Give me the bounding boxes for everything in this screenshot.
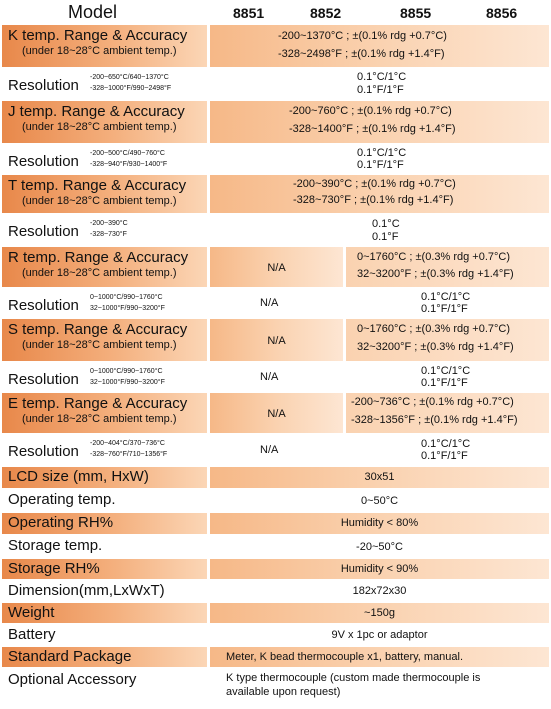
value-celsius: -200~1370°C ; ±(0.1% rdg +0.7°C) [278, 30, 447, 42]
value-celsius: 0.1°C [372, 218, 400, 230]
na-value: N/A [260, 371, 279, 383]
row-value: Humidity < 80% [340, 517, 419, 529]
row-sublabel-f: -328~760°F/710~1356°F [90, 451, 168, 458]
row-label: K temp. Range & Accuracy [8, 27, 188, 44]
value-celsius: -200~390°C ; ±(0.1% rdg +0.7°C) [293, 178, 456, 190]
row-value-line2: available upon request) [226, 686, 341, 698]
row-sublabel: (under 18~28°C ambient temp.) [22, 339, 177, 351]
row-sublabel-c: -200~390°C [90, 220, 128, 227]
t-resolution-row [0, 214, 551, 246]
row-label: Weight [8, 604, 55, 621]
row-value: ~150g [364, 607, 395, 619]
na-value: N/A [260, 444, 279, 456]
value-celsius: 0.1°C/1°C [421, 438, 471, 450]
row-sublabel-f: -328~1000°F/990~2498°F [90, 85, 172, 92]
e-resolution-row [0, 434, 551, 466]
k-range-row [0, 24, 551, 68]
row-label: Operating RH% [8, 514, 114, 531]
value-celsius: 0.1°C/1°C [421, 291, 471, 303]
row-sublabel: (under 18~28°C ambient temp.) [22, 267, 177, 279]
row-label: R temp. Range & Accuracy [8, 249, 189, 266]
value-celsius: 0~1760°C ; ±(0.3% rdg +0.7°C) [357, 323, 511, 335]
na-value: N/A [260, 297, 279, 309]
row-label: Resolution [8, 77, 79, 94]
row-label: Resolution [8, 297, 79, 314]
row-label: Storage temp. [8, 537, 103, 554]
value-celsius: 0.1°C/1°C [421, 365, 471, 377]
value-celsius: -200~736°C ; ±(0.1% rdg +0.7°C) [351, 396, 514, 408]
row-label: LCD size (mm, HxW) [8, 468, 149, 485]
header-8851: 8851 [233, 5, 265, 21]
row-label: Dimension(mm,LxWxT) [8, 582, 165, 599]
value-fahrenheit: 0.1°F/1°F [421, 377, 468, 389]
j-resolution-row [0, 144, 551, 174]
k-resolution-row [0, 68, 551, 100]
value-celsius: 0~1760°C ; ±(0.3% rdg +0.7°C) [357, 251, 511, 263]
battery-row [0, 624, 551, 646]
row-label: S temp. Range & Accuracy [8, 321, 188, 338]
standard-package-row [0, 646, 551, 668]
row-label: Standard Package [8, 648, 132, 665]
table-header [0, 0, 551, 24]
value-fahrenheit: 0.1°F/1°F [421, 450, 468, 462]
value-fahrenheit: -328~1400°F ; ±(0.1% rdg +1.4°F) [289, 123, 456, 135]
row-sublabel: (under 18~28°C ambient temp.) [22, 195, 177, 207]
row-sublabel-f: 32~1000°F/990~3200°F [90, 305, 165, 312]
header-model: Model [68, 2, 118, 22]
row-label: Battery [8, 626, 56, 643]
row-label: Resolution [8, 153, 79, 170]
header-8855: 8855 [400, 5, 432, 21]
row-label: T temp. Range & Accuracy [8, 177, 187, 194]
row-sublabel: (under 18~28°C ambient temp.) [22, 45, 177, 57]
value-fahrenheit: -328~1356°F ; ±(0.1% rdg +1.4°F) [351, 414, 518, 426]
value-fahrenheit: 0.1°F/1°F [357, 159, 404, 171]
row-sublabel-f: -328~730°F [90, 231, 127, 238]
value-fahrenheit: -328~730°F ; ±(0.1% rdg +1.4°F) [293, 194, 454, 206]
row-label: Resolution [8, 371, 79, 388]
row-sublabel: (under 18~28°C ambient temp.) [22, 413, 177, 425]
row-value: Humidity < 90% [340, 563, 419, 575]
na-value: N/A [267, 408, 286, 420]
dimension-row [0, 580, 551, 602]
optional-accessory-row [0, 668, 551, 708]
lcd-size-row [0, 466, 551, 489]
value-celsius: 0.1°C/1°C [357, 147, 407, 159]
r-resolution-row [0, 288, 551, 318]
row-label: Optional Accessory [8, 671, 137, 688]
row-sublabel-c: 0~1000°C/990~1760°C [90, 294, 163, 301]
value-fahrenheit: 32~3200°F ; ±(0.3% rdg +1.4°F) [357, 341, 514, 353]
value-fahrenheit: 0.1°F/1°F [421, 303, 468, 315]
value-fahrenheit: 0.1°F [372, 231, 399, 243]
s-range-row [0, 318, 551, 362]
row-value: 182x72x30 [352, 585, 407, 597]
operating-temp-row [0, 489, 551, 512]
row-sublabel-f: -328~940°F/930~1400°F [90, 161, 168, 168]
row-sublabel-c: -200~404°C/370~736°C [90, 440, 165, 447]
r-range-row [0, 246, 551, 288]
storage-rh-row [0, 558, 551, 580]
s-resolution-row [0, 362, 551, 392]
value-celsius: -200~760°C ; ±(0.1% rdg +0.7°C) [289, 105, 452, 117]
e-range-row [0, 392, 551, 434]
row-sublabel-c: 0~1000°C/990~1760°C [90, 368, 163, 375]
weight-row [0, 602, 551, 624]
row-sublabel-f: 32~1000°F/990~3200°F [90, 379, 165, 386]
header-8856: 8856 [486, 5, 518, 21]
row-label: Operating temp. [8, 491, 116, 508]
na-value: N/A [267, 262, 286, 274]
operating-rh-row [0, 512, 551, 535]
storage-temp-row [0, 535, 551, 558]
row-label: Resolution [8, 223, 79, 240]
value-celsius: 0.1°C/1°C [357, 71, 407, 83]
value-fahrenheit: 32~3200°F ; ±(0.3% rdg +1.4°F) [357, 268, 514, 280]
j-range-row [0, 100, 551, 144]
row-value: -20~50°C [356, 541, 403, 553]
row-value: 0~50°C [360, 495, 399, 507]
row-value: 9V x 1pc or adaptor [331, 629, 428, 641]
row-sublabel-c: -200~500°C/490~760°C [90, 150, 165, 157]
row-sublabel-c: -200~650°C/640~1370°C [90, 74, 169, 81]
row-value: Meter, K bead thermocouple x1, battery, manual. [226, 651, 464, 663]
header-8852: 8852 [310, 5, 342, 21]
row-label: J temp. Range & Accuracy [8, 103, 185, 120]
na-value: N/A [267, 335, 286, 347]
row-label: Resolution [8, 443, 79, 460]
row-sublabel: (under 18~28°C ambient temp.) [22, 121, 177, 133]
row-label: Storage RH% [8, 560, 100, 577]
row-value: 30x51 [364, 471, 395, 483]
row-label: E temp. Range & Accuracy [8, 395, 188, 412]
t-range-row [0, 174, 551, 214]
value-fahrenheit: -328~2498°F ; ±(0.1% rdg +1.4°F) [278, 48, 445, 60]
value-fahrenheit: 0.1°F/1°F [357, 84, 404, 96]
row-value-line1: K type thermocouple (custom made thermocouple is [226, 672, 481, 684]
